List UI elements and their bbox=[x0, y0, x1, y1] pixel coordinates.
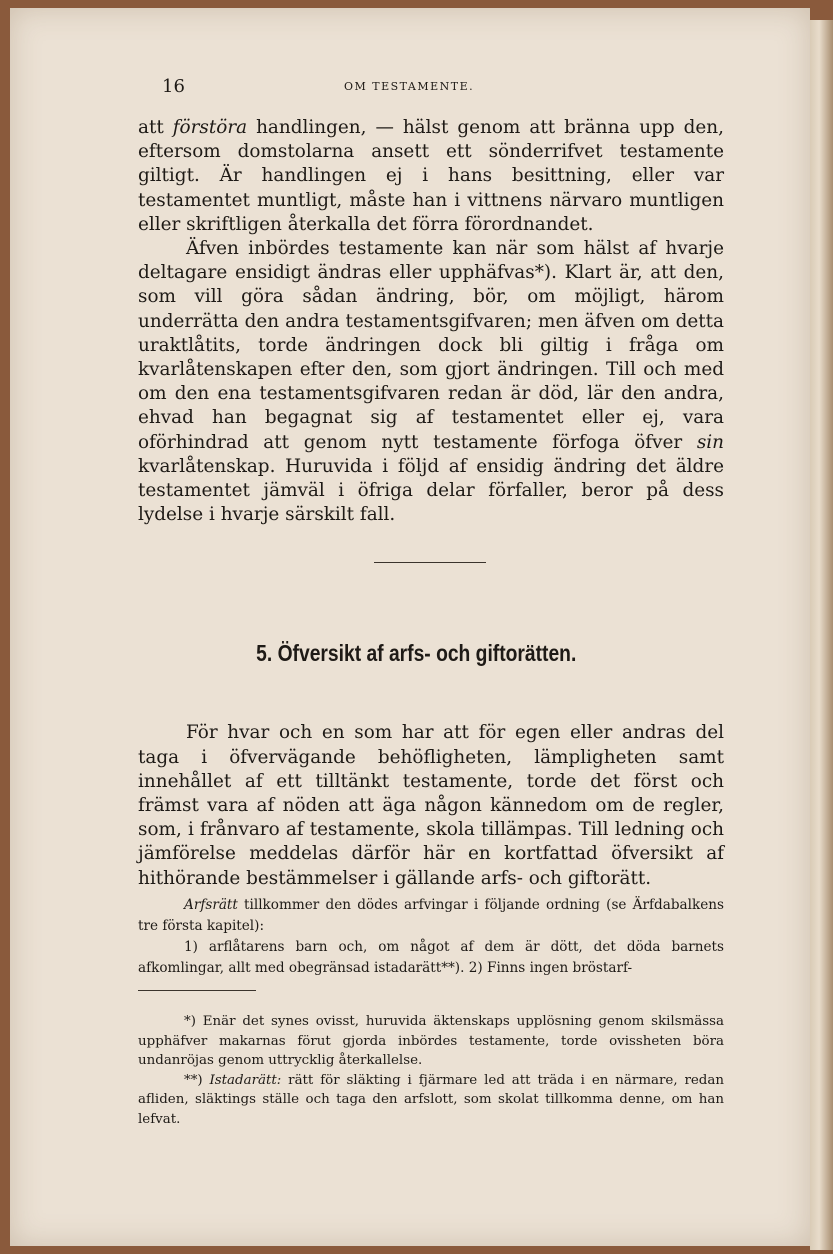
small-paragraph-1: Arfsrätt tillkommer den dödes arfvingar i följande ordning (se Ärfdabalkens tre första kapitel): bbox=[138, 897, 724, 934]
section-divider bbox=[374, 562, 486, 563]
body-text-top bbox=[138, 116, 724, 527]
page-edge bbox=[810, 20, 833, 1250]
footnotes bbox=[138, 1012, 724, 1129]
paragraph-1: att förstöra handlingen, — hälst genom att bränna upp den, eftersom domstolarna ansett ett sönderrifvet testamente giltigt. Är handlingen ej i hans besittning, eller var testamentet muntligt, måste han i vittnens närvaro muntligen eller skriftligen återkalla det förra förordnandet. bbox=[138, 117, 725, 235]
footnote-rule bbox=[138, 990, 256, 991]
section-paragraph-1: För hvar och en som har att för egen eller andras del taga i öfvervägande behöfligheten, lämpligheten samt innehållet af ett tilltänkt testamente, torde det först och främst vara af nöden att äga någon kännedom om de regler, som, i frånvaro af testamente, skola tillämpas. Till ledning och jämförelse meddelas därför här en kortfattad öfversikt af hithörande bestämmelser i gällande arfs- och giftorätt. bbox=[138, 722, 724, 889]
section-body bbox=[138, 703, 724, 909]
footnote-2: **) Istadarätt: rätt för släkting i fjärmare led att träda i en närmare, redan afliden, släktings ställe och taga den arfslott, som skolat tillkomma denne, om han lefvat. bbox=[138, 1072, 724, 1127]
italic-word: förstöra bbox=[172, 117, 248, 138]
small-print-text bbox=[138, 895, 724, 979]
footnote-1: *) Enär det synes ovisst, huruvida äktenskaps upplösning genom skilsmässa upphäfver makarnas förut gjorda inbördes testamente, torde ovissheten böra undanröjas genom uttrycklig återkallelse. bbox=[138, 1014, 724, 1068]
small-paragraph-2: 1) arflåtarens barn och, om något af dem är dött, det döda barnets afkomlingar, allt med obegränsad istadarätt**). 2) Finns ingen bröstarf- bbox=[138, 939, 724, 976]
running-title: OM TESTAMENTE. bbox=[344, 80, 475, 93]
italic-word: sin bbox=[696, 431, 724, 453]
page-number: 16 bbox=[162, 76, 185, 97]
section-heading: 5. Öfversikt af arfs- och giftorätten. bbox=[256, 640, 577, 666]
paragraph-2: Äfven inbördes testamente kan när som hälst af hvarje deltagare ensidigt ändras eller upphäfvas*). Klart är, att den, som vill göra sådan ändring, bör, om möjligt, härom underrätta den andra testamentsgifvaren; men äfven om detta uraktlåtits, torde ändringen dock bli giltig i fråga om kvarlåtenskapen efter den, som gjort ändringen. Till och med om den ena testamentsgifvaren redan är död, lär den andra, ehvad han begagnat sig af testamentet eller ej, vara oförhindrad att genom nytt testamente förfoga öfver sin kvarlåtenskap. Huruvida i följd af ensidig ändring det äldre testamentet jämväl i öfriga delar förfaller, beror på dess lydelse i hvarje särskilt fall. bbox=[138, 238, 724, 526]
